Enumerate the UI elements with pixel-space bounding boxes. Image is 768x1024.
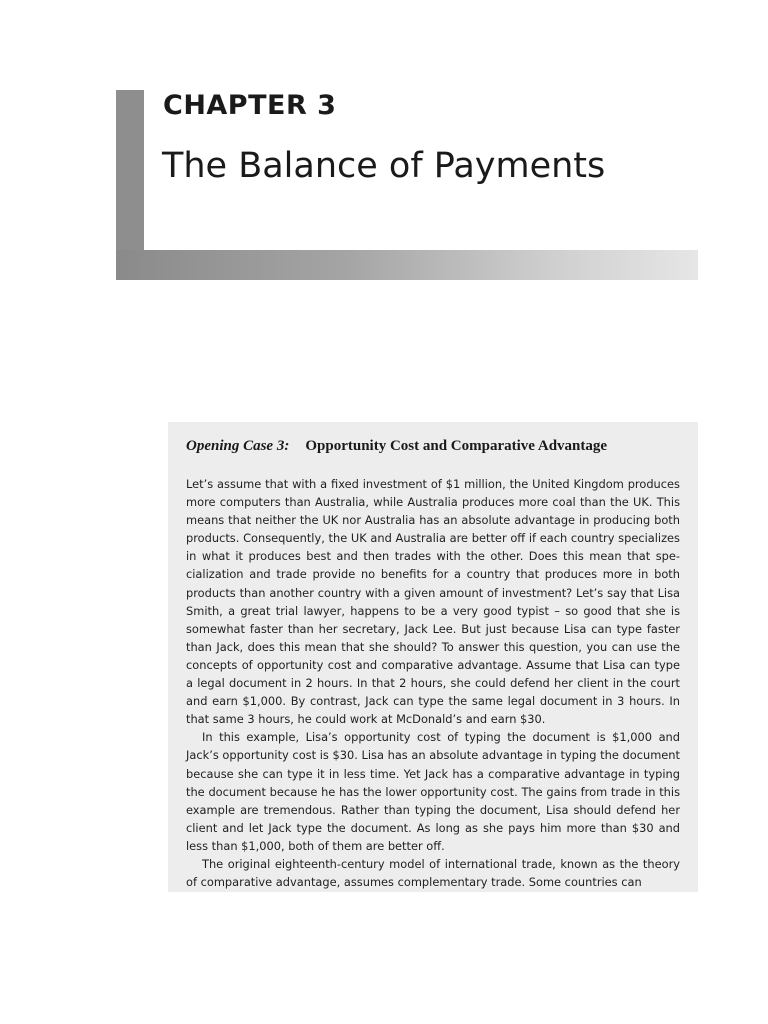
- chapter-title: The Balance of Payments: [162, 146, 606, 186]
- case-paragraph: Let’s assume that with a fixed investment of $1 million, the United Kingdom produces more computers than Australia, while Australia produces more coal than the UK. This means that neither the UK nor Australia has an absolute advantage in producing both products. Consequently, the UK and Australia are better off if each country specializes in what it produces best and then trades with the other. Does this mean that specialization and trade provide no benefits for a country that produces more in both products than another country with a given amount of investment? Let’s say that Lisa Smith, a great trial lawyer, happens to be a very good typist – so good that she is somewhat faster than her secretary, Jack Lee. But just because Lisa can type faster than Jack, does this mean that she should? To answer this question, you can use the concepts of opportunity cost and comparative advantage. Assume that Lisa can type a legal document in 2 hours. In that 2 hours, she could defend her client in the court and earn $1,000. By contrast, Jack can type the same legal document in 3 hours. In that same 3 hours, he could work at McDonald’s and earn $30.: [186, 477, 680, 727]
- opening-case-body: [186, 475, 680, 891]
- case-paragraph: The original eighteenth-century model of international trade, known as the theory of comparative advantage, assumes complementary trade. Some countries can: [186, 856, 680, 890]
- chapter-accent-bar-horizontal: [116, 250, 698, 280]
- opening-case-label: Opening Case 3:: [186, 438, 290, 454]
- case-paragraph: In this example, Lisa’s opportunity cost of typing the document is $1,000 and Jack’s opportunity cost is $30. Lisa has an absolute advantage in typing the document because she can type it in less time. Yet Jack has a comparative advantage in typing the document because he has the lower opportunity cost. The gains from trade in this example are tremendous. Rather than typing the document, Lisa should defend her client and let Jack type the document. As long as she pays him more than $30 and less than $1,000, both of them are better off.: [186, 730, 680, 853]
- opening-case-heading: [186, 438, 607, 455]
- opening-case-title: Opportunity Cost and Comparative Advantage: [305, 438, 608, 454]
- chapter-number: CHAPTER 3: [163, 90, 337, 121]
- chapter-header: [116, 90, 698, 280]
- opening-case-box: [168, 422, 698, 892]
